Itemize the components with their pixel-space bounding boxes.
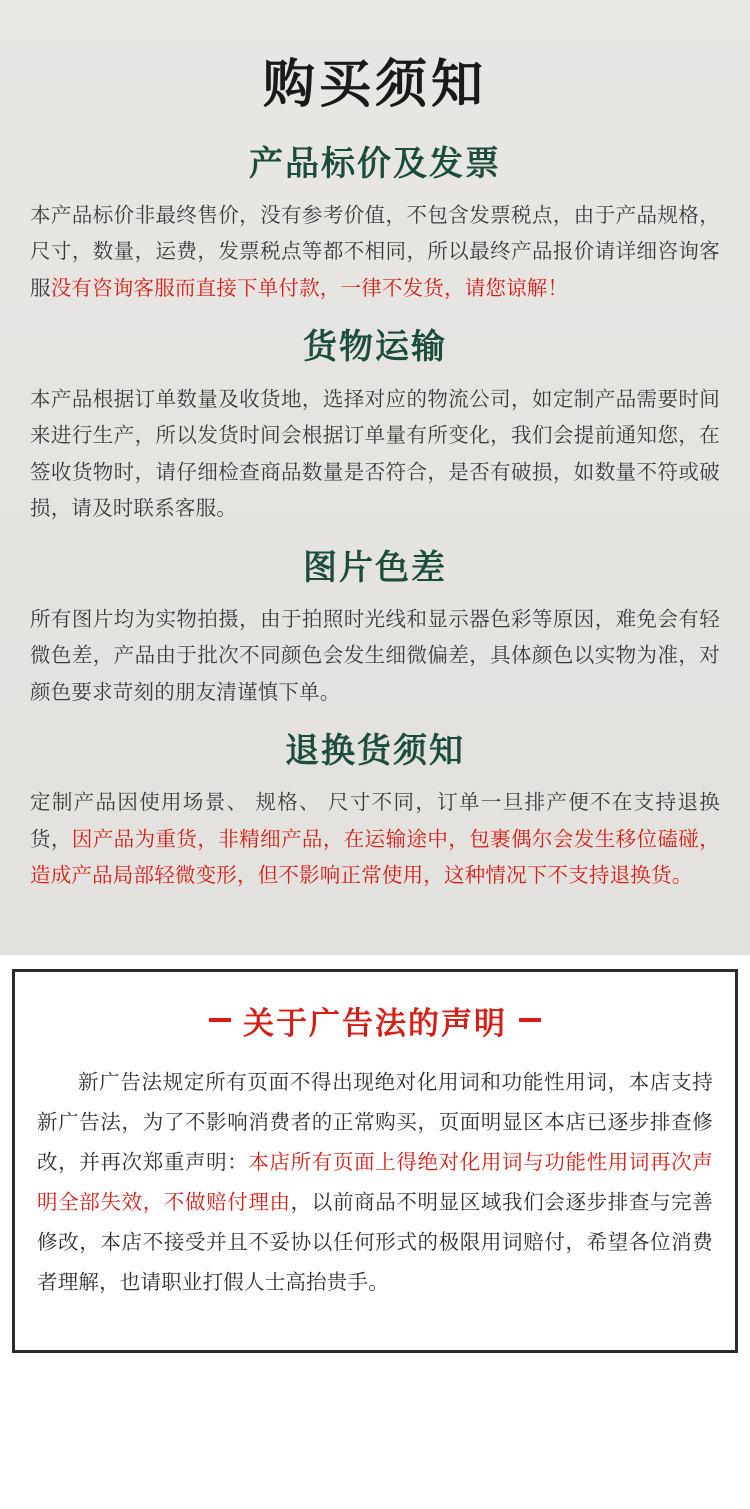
section-title: 图片色差 (303, 548, 447, 587)
section-body (30, 602, 720, 711)
section-title: 产品标价及发票 (249, 144, 501, 183)
dash-left-icon (209, 1018, 231, 1022)
section-pricing-invoice (24, 142, 726, 308)
section-body (30, 382, 720, 528)
section-body (30, 198, 720, 307)
advertising-law-body-red: 本店所有页面上得绝对化用词与功能性用词再次声明全部失效，不做赔付理由 (37, 1151, 713, 1215)
section-shipping (24, 325, 726, 527)
advertising-law-body-part1: 新广告法规定所有页面不得出现绝对化用词和功能性用词，本店支持新广告法，为了不影响消费者的正常购买，页面明显区本店已逐步排查修改，并再次郑重声明： (37, 1071, 713, 1175)
section-body (30, 785, 720, 894)
section-body-red: 因产品为重货，非精细产品，在运输途中，包裹偶尔会发生移位磕碰，造成产品局部轻微变形，但不影响正常使用，这种情况下不支持退换货。 (30, 827, 721, 888)
advertising-law-title-row (37, 998, 713, 1043)
advertising-law-title: 关于广告法的声明 (243, 1005, 507, 1041)
advertising-law-section (0, 955, 750, 1369)
section-body-black: 本产品根据订单数量及收货地，选择对应的物流公司，如定制产品需要时间来进行生产，所以发货时间会根据订单量有所变化，我们会提前通知您，在签收货物时，请仔细检查商品数量是否符合，是否有破损，如数量不符或破损，请及时联系客服。 (30, 387, 720, 521)
advertising-law-body-part2: ，以前商品不明显区域我们会逐步排查与完善修改，本店不接受并且不妥协以任何形式的极限用词赔付，希望各位消费者理解，也请职业打假人士高抬贵手。 (37, 1191, 714, 1295)
section-title: 退换货须知 (285, 732, 465, 771)
advertising-law-body (37, 1063, 713, 1303)
advertising-law-box (12, 969, 738, 1353)
dash-right-icon (519, 1018, 541, 1022)
page-title: 购买须知 (262, 56, 487, 114)
section-body-red: 没有咨询客服而直接下单付款，一律不发货，请您谅解！ (50, 276, 569, 300)
section-returns (24, 729, 726, 895)
section-body-black: 本产品标价非最终售价，没有参考价值，不包含发票税点，由于产品规格，尺寸，数量，运费，发票税点等都不相同，所以最终产品报价请详细咨询客服 (30, 203, 720, 300)
section-body-black: 定制产品因使用场景、 规格、 尺寸不同，订单一旦排产便不在支持退换货， (30, 791, 720, 851)
section-body-black: 所有图片均为实物拍摄，由于拍照时光线和显示器色彩等原因，难免会有轻微色差，产品由于批次不同颜色会发生细微偏差，具体颜色以实物为准，对颜色要求苛刻的朋友清谨慎下单。 (30, 607, 720, 704)
section-title: 货物运输 (303, 328, 447, 367)
section-color-difference (24, 546, 726, 712)
